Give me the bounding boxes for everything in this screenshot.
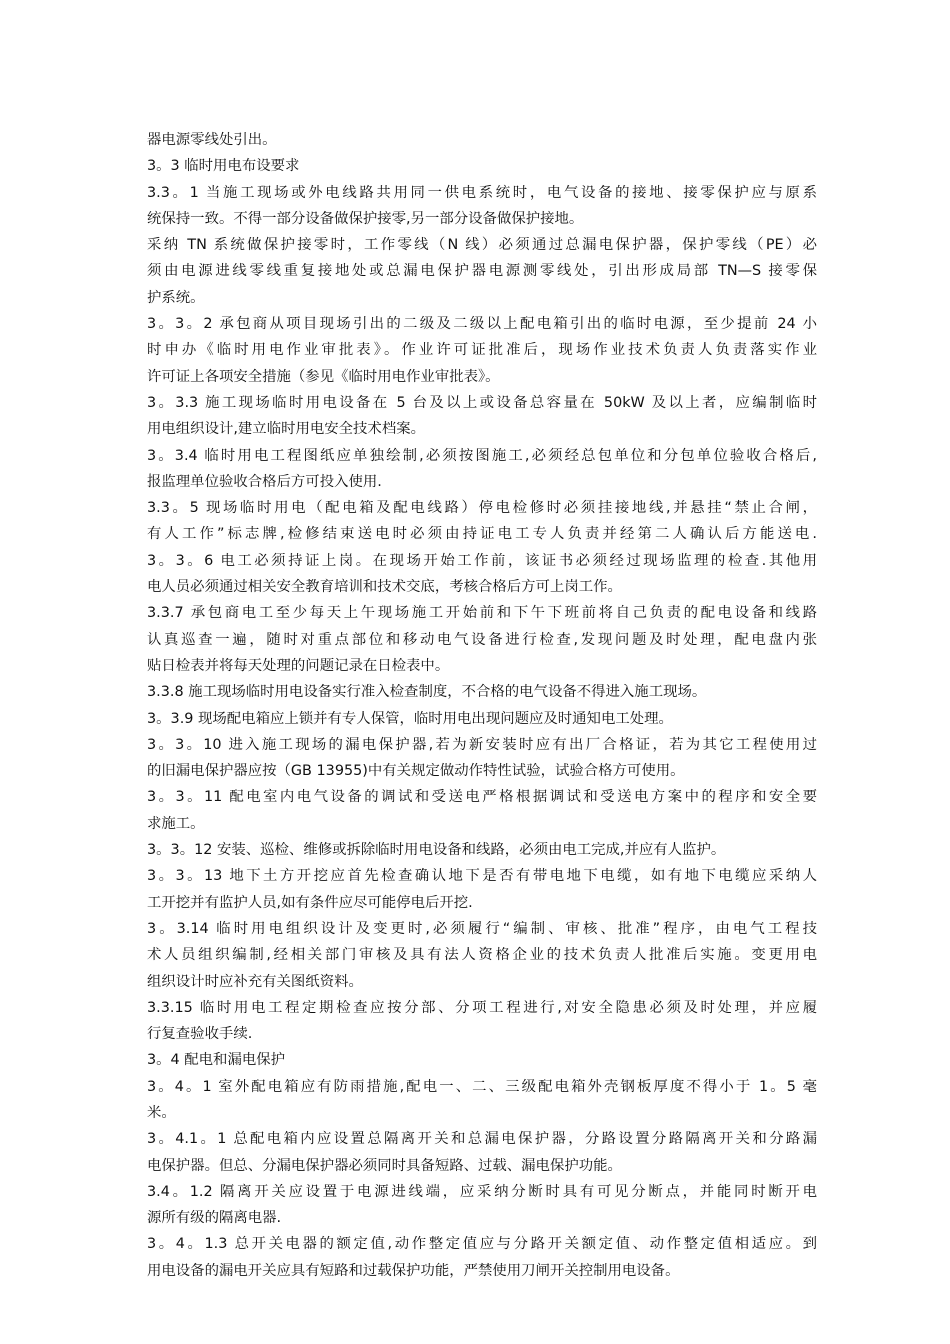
text-line: 3。3。12 安装、巡检、维修或拆除临时用电设备和线路，必须由电工完成,并应有人监护。 [147, 842, 726, 859]
text-line: 3。4 配电和漏电保护 [147, 1052, 286, 1069]
text-line: 认真巡查一遍，随时对重点部位和移动电气设备进行检查,发现问题及时处理，配电盘内张 [147, 631, 817, 648]
text-line: 3。3.14 临时用电组织设计及变更时,必须履行“编制、审核、批准”程序，由电气工程技 [147, 920, 817, 937]
text-line: 3.4。1.2 隔离开关应设置于电源进线端，应采纳分断时具有可见分断点，并能同时断开电 [147, 1183, 817, 1200]
text-line: 统保持一致。不得一部分设备做保护接零,另一部分设备做保护接地。 [147, 210, 584, 227]
text-line: 用电组织设计,建立临时用电安全技术档案。 [147, 421, 425, 438]
text-line: 组织设计时应补充有关图纸资料。 [147, 973, 363, 990]
text-line: 的旧漏电保护器应按（GB 13955)中有关规定做动作特性试验，试验合格方可使用。 [147, 763, 685, 780]
text-line: 电人员必须通过相关安全教育培训和技术交底，考核合格后方可上岗工作。 [147, 579, 622, 596]
text-line: 须由电源进线零线重复接地处或总漏电保护器电源测零线处，引出形成局部 TN—S 接零保 [147, 263, 817, 280]
document-body [147, 127, 817, 1284]
text-line: 采纳 TN 系统做保护接零时，工作零线（N 线）必须通过总漏电保护器，保护零线（PE）必 [147, 237, 817, 254]
text-line: 3.3。1 当施工现场或外电线路共用同一供电系统时，电气设备的接地、接零保护应与原系 [147, 184, 817, 201]
text-line: 3。3。11 配电室内电气设备的调试和受送电严格根据调试和受送电方案中的程序和安全要 [147, 789, 817, 806]
text-line: 3.3.15 临时用电工程定期检查应按分部、分项工程进行,对安全隐患必须及时处理，并应履 [147, 999, 817, 1016]
text-line: 3.3.8 施工现场临时用电设备实行准入检查制度，不合格的电气设备不得进入施工现场。 [147, 684, 707, 701]
text-line: 报监理单位验收合格后方可投入使用. [147, 473, 382, 490]
text-line: 时申办《临时用电作业审批表》。作业许可证批准后，现场作业技术负责人负责落实作业 [147, 342, 817, 359]
text-line: 3。3.3 施工现场临时用电设备在 5 台及以上或设备总容量在 50kW 及以上者，应编制临时 [147, 394, 817, 411]
text-line: 求施工。 [147, 815, 205, 832]
text-line: 3.3.7 承包商电工至少每天上午现场施工开始前和下午下班前将自己负责的配电设备和线路 [147, 605, 817, 622]
text-line: 米。 [147, 1104, 176, 1121]
text-line: 用电设备的漏电开关应具有短路和过载保护功能，严禁使用刀闸开关控制用电设备。 [147, 1262, 680, 1279]
text-line: 3。4.1。1 总配电箱内应设置总隔离开关和总漏电保护器，分路设置分路隔离开关和分路漏 [147, 1131, 817, 1148]
text-line: 贴日检表并将每天处理的问题记录在日检表中。 [147, 657, 450, 674]
text-line: 术人员组织编制,经相关部门审核及具有法人资格企业的技术负责人批准后实施。变更用电 [147, 947, 817, 964]
text-line: 3。3。6 电工必须持证上岗。在现场开始工作前，该证书必须经过现场监理的检查.其他用 [147, 552, 817, 569]
text-line: 有人工作”标志牌,检修结束送电时必须由持证电工专人负责并经第二人确认后方能送电. [147, 526, 817, 543]
text-line: 3。3。2 承包商从项目现场引出的二级及二级以上配电箱引出的临时电源，至少提前 24 小 [147, 316, 817, 333]
text-line: 3.3。5 现场临时用电（配电箱及配电线路）停电检修时必须挂接地线,并悬挂“禁止合闸， [147, 500, 817, 517]
text-line: 器电源零线处引出。 [147, 132, 277, 148]
text-line: 3。3。10 进入施工现场的漏电保护器,若为新安装时应有出厂合格证，若为其它工程使用过 [147, 736, 817, 753]
text-line: 行复查验收手续. [147, 1026, 253, 1043]
text-line: 工开挖并有监护人员,如有条件应尽可能停电后开挖. [147, 894, 473, 911]
text-line: 源所有级的隔离电器. [147, 1210, 282, 1227]
text-line: 护系统。 [147, 289, 205, 306]
text-line: 3。3。13 地下土方开挖应首先检查确认地下是否有带电地下电缆，如有地下电缆应采纳人 [147, 868, 817, 885]
text-line: 3。4。1 室外配电箱应有防雨措施,配电一、二、三级配电箱外壳钢板厚度不得小于 1。5 毫 [147, 1078, 817, 1095]
text-line: 3。3.4 临时用电工程图纸应单独绘制,必须按图施工,必须经总包单位和分包单位验收合格后, [147, 447, 817, 464]
text-line: 3。3 临时用电布设要求 [147, 158, 300, 175]
text-line: 3。3.9 现场配电箱应上锁并有专人保管，临时用电出现问题应及时通知电工处理。 [147, 710, 673, 727]
text-line: 电保护器。但总、分漏电保护器必须同时具备短路、过载、漏电保护功能。 [147, 1157, 622, 1174]
text-line: 3。4。1.3 总开关电器的额定值,动作整定值应与分路开关额定值、动作整定值相适应。到 [147, 1236, 817, 1253]
text-line: 许可证上各项安全措施（参见《临时用电作业审批表》。 [147, 368, 500, 385]
